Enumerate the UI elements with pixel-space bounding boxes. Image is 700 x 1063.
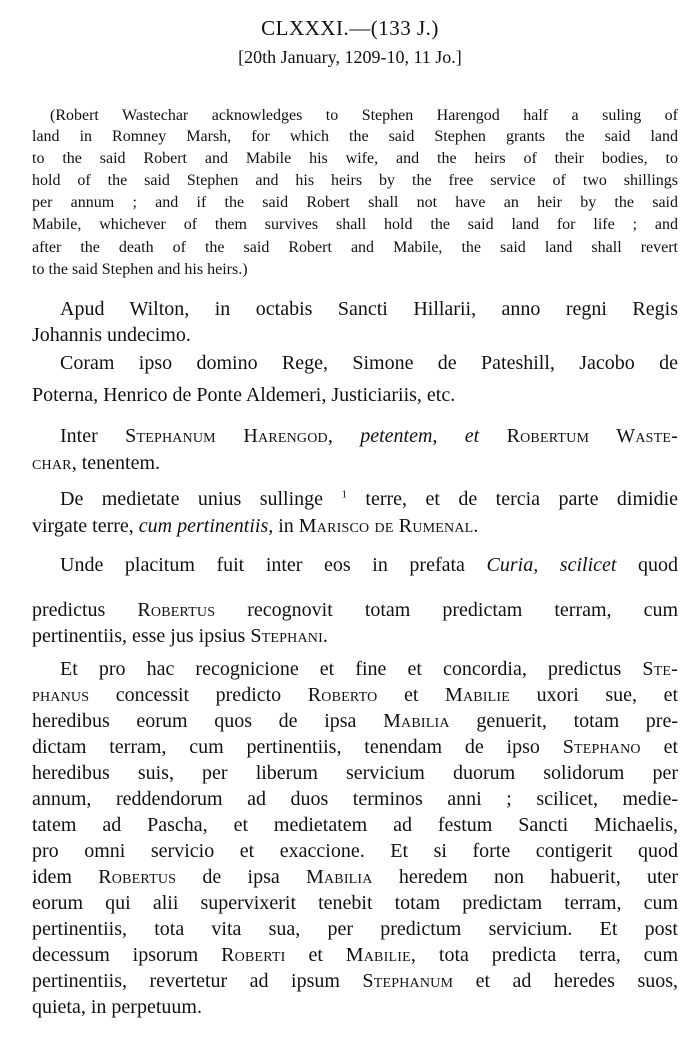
summary-line: to the said Robert and Mabile his wife, and the heirs of their bodies, to (32, 150, 678, 167)
body-line: annum, reddendorum ad duos terminos anni ; scilicet, medie- (32, 788, 678, 810)
document-date: [20th January, 1209-10, 11 Jo.] (238, 47, 462, 67)
body-line: tatem ad Pascha, et medietatem ad festum Sancti Michaelis, (32, 814, 678, 836)
document-heading: CLXXXI.—(133 J.) (261, 16, 439, 40)
body-line: phanus concessit predicto Roberto et Mabilie uxori sue, et (32, 684, 679, 706)
body-line: Poterna, Henrico de Ponte Aldemeri, Justiciariis, etc. (32, 384, 456, 406)
summary-line: (Robert Wastechar acknowledges to Stephen Harengod half a suling of (50, 107, 678, 124)
body-line: Johannis undecimo. (32, 324, 191, 346)
body-line: idem Robertus de ipsa Mabilia heredem non habuerit, uter (32, 866, 679, 888)
body-line: Apud Wilton, in octabis Sancti Hillarii, anno regni Regis (60, 298, 678, 320)
summary-line: Mabile, whichever of them survives shall hold the said land for life ; and (32, 216, 678, 233)
body-line: eorum qui alii supervixerit tenebit totam predictam terram, cum (32, 892, 678, 914)
body-line: pertinentiis, revertetur ad ipsum Stephanum et ad heredes suos, (32, 970, 679, 992)
body-line: heredibus suis, per liberum servicium duorum solidorum per (32, 762, 678, 784)
summary-line: hold of the said Stephen and his heirs by the free service of two shillings (32, 172, 678, 189)
body-line: char, tenentem. (32, 452, 161, 474)
body-line: Unde placitum fuit inter eos in prefata Curia, scilicet quod (60, 554, 679, 576)
body-line: Et pro hac recognicione et fine et concordia, predictus Ste- (60, 658, 679, 680)
body-line: Inter Stephanum Harengod, petentem, et Robertum Waste- (60, 425, 679, 447)
body-line: heredibus eorum quos de ipsa Mabilia genuerit, totam pre- (32, 710, 678, 732)
footnote-marker: 1 (341, 488, 347, 501)
body-line: pertinentiis, tota vita sua, per predictum servicium. Et post (32, 918, 678, 940)
body-line: virgate terre, cum pertinentiis, in Marisco de Rumenal. (32, 515, 479, 537)
summary-line: per annum ; and if the said Robert shall not have an heir by the said (32, 194, 678, 211)
body-line: decessum ipsorum Roberti et Mabilie, tota predicta terra, cum (32, 944, 679, 966)
body-line: dictam terram, cum pertinentiis, tenendam de ipso Stephano et (32, 736, 678, 758)
body-line: pro omni servicio et exaccione. Et si forte contigerit quod (32, 840, 678, 862)
body-line: predictus Robertus recognovit totam predictam terram, cum (32, 599, 679, 621)
body-line: Coram ipso domino Rege, Simone de Pateshill, Jacobo de (60, 352, 678, 374)
body-line: pertinentiis, esse jus ipsius Stephani. (32, 625, 329, 647)
summary-line: to the said Stephen and his heirs.) (32, 261, 248, 278)
body-line: quieta, in perpetuum. (32, 996, 202, 1018)
summary-line: land in Romney Marsh, for which the said Stephen grants the said land (32, 128, 678, 145)
summary-line: after the death of the said Robert and Mabile, the said land shall revert (32, 239, 678, 256)
body-line: De medietate unius sullinge $^1$ terre, et de tercia parte dimidie (60, 488, 678, 510)
